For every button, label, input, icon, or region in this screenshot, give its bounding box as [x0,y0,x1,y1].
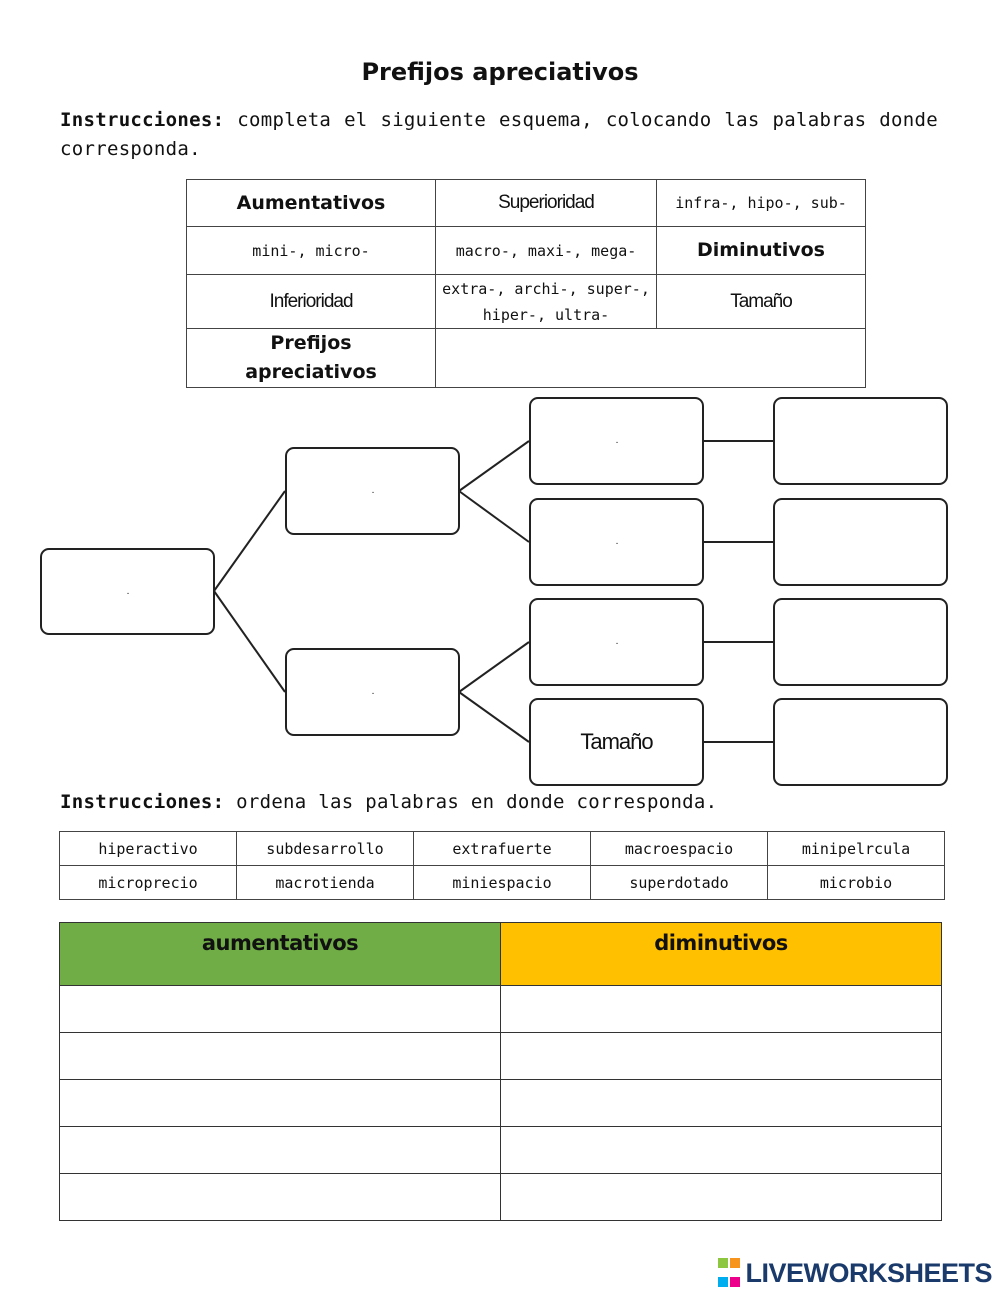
box-text: Tamaño [580,729,653,754]
bank-cell[interactable]: Tamaño [657,275,866,329]
instructions-label: Instrucciones: [60,791,225,813]
connector-line [459,441,529,491]
instructions-label: Instrucciones: [60,109,225,131]
diagram-level2-box[interactable] [529,698,704,786]
answer-cell[interactable] [501,986,942,1033]
answer-cell[interactable] [501,1127,942,1174]
words-table [59,831,945,900]
answer-cell[interactable] [501,1080,942,1127]
classify-table [59,922,942,1221]
diagram-level2-box[interactable] [529,498,704,586]
bank-cell[interactable]: Inferioridad [187,275,436,329]
connector-line [214,591,285,692]
diagram-level3-box[interactable] [773,498,948,586]
answer-cell[interactable] [501,1033,942,1080]
connector-line [459,692,529,742]
diagram-level1-box[interactable] [285,447,460,535]
brand-logo-icon [717,1254,741,1292]
diagram-level3-box[interactable] [773,698,948,786]
brand-name: LIVEWORKSHEETS [745,1257,992,1288]
diagram-level2-box[interactable] [529,397,704,485]
instructions-1 [60,106,938,164]
bank-cell[interactable]: Aumentativos [187,180,436,227]
bank-cell[interactable]: Diminutivos [657,227,866,275]
bank-cell[interactable]: Superioridad [436,180,657,227]
box-text: . [615,636,618,647]
box-text: . [615,536,618,547]
answer-cell[interactable] [60,1174,501,1221]
word-cell[interactable]: microbio [768,866,945,900]
answer-cell[interactable] [60,1080,501,1127]
word-cell[interactable]: macroespacio [591,832,768,866]
diagram-level3-box[interactable] [773,598,948,686]
box-text: . [615,435,618,446]
box-text: . [371,686,374,697]
answer-cell[interactable] [501,1174,942,1221]
box-text: . [371,485,374,496]
bank-cell[interactable]: mini-, micro- [187,227,436,275]
instructions-text: completa el siguiente esquema, colocando las palabras donde corresponda. [60,109,938,160]
diagram-level2-box[interactable] [529,598,704,686]
diagram-level1-box[interactable] [285,648,460,736]
answer-cell[interactable] [60,1127,501,1174]
bank-cell[interactable]: infra-, hipo-, sub- [657,180,866,227]
diagram-level3-box[interactable] [773,397,948,485]
word-cell[interactable]: subdesarrollo [237,832,414,866]
word-cell[interactable]: miniespacio [414,866,591,900]
word-cell[interactable]: macrotienda [237,866,414,900]
bank-cell-empty [436,329,866,388]
diagram-root-box[interactable] [40,548,215,635]
connector-line [459,491,529,542]
word-cell[interactable]: superdotado [591,866,768,900]
answer-cell[interactable] [60,1033,501,1080]
word-cell[interactable]: hiperactivo [60,832,237,866]
footer-brand [717,1254,992,1292]
box-text: . [126,585,129,597]
bank-cell[interactable]: Prefijos apreciativos [187,329,436,388]
connector-line [459,642,529,692]
connector-line [214,491,285,591]
instructions-text: ordena las palabras en donde corresponda. [224,791,718,813]
word-cell[interactable]: microprecio [60,866,237,900]
header-diminutivos: diminutivos [501,923,942,986]
word-cell[interactable]: extrafuerte [414,832,591,866]
bank-cell[interactable]: macro-, maxi-, mega- [436,227,657,275]
header-aumentativos: aumentativos [60,923,501,986]
bank-cell[interactable]: extra-, archi-, super-, hiper-, ultra- [436,275,657,329]
instructions-2 [60,788,938,817]
word-bank-table [186,179,866,388]
answer-cell[interactable] [60,986,501,1033]
word-cell[interactable]: minipelrcula [768,832,945,866]
page-title: Prefijos apreciativos [361,58,639,86]
